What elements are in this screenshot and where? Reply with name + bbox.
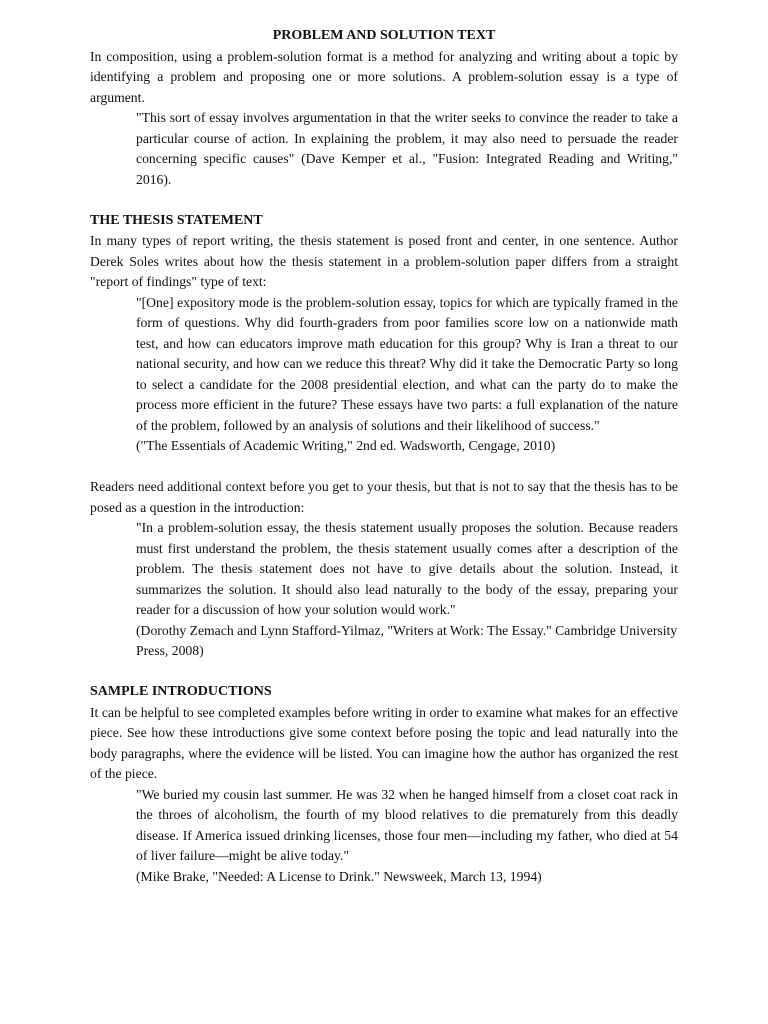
section-spacer bbox=[90, 190, 678, 211]
intro-paragraph: In composition, using a problem-solution format is a method for analyzing and writing about a topic by identifying a problem and proposing one or more solutions. A problem-solution essay is a type of argument. bbox=[90, 48, 678, 105]
thesis-heading: THE THESIS STATEMENT bbox=[90, 212, 263, 228]
thesis-citation-2: (Dorothy Zemach and Lynn Stafford-Yilmaz, "Writers at Work: The Essay." Cambridge University Press, 2008) bbox=[136, 622, 678, 658]
thesis-citation-1: ("The Essentials of Academic Writing," 2nd ed. Wadsworth, Cengage, 2010) bbox=[136, 438, 556, 453]
document-page bbox=[90, 26, 678, 887]
thesis-paragraph-1: In many types of report writing, the thesis statement is posed front and center, in one sentence. Author Derek Soles writes about how the thesis statement in a problem-solution paper differs from a straight "report of findings" type of text: bbox=[90, 233, 678, 289]
section-spacer bbox=[90, 457, 678, 478]
samples-heading: SAMPLE INTRODUCTIONS bbox=[90, 684, 272, 699]
thesis-quote-2: "In a problem-solution essay, the thesis statement usually proposes the solution. Because readers must first understand the problem, the thesis statement usually comes after a description of the problem. The thesis statement does not have to give details about the solution. Instead, it summarizes the solution. It should also lead naturally to the body of the essay, preparing your reader for a discussion of how your solution would work." bbox=[136, 520, 678, 617]
thesis-quote-1: "[One] expository mode is the problem-solution essay, topics for which are typically framed in the form of questions. Why did fourth-graders from poor families score low on a nationwide math test, and how can educators improve math education for this group? Why is Iran a threat to our national security, and how can we reduce this threat? Why did it take the Democratic Party so long to select a candidate for the 2008 presidential election, and what can the party do to make the process more efficient in the future? These essays have two parts: a full explanation of the nature of the problem, followed by an analysis of solutions and their likelihood of success." bbox=[136, 294, 678, 433]
document-title: PROBLEM AND SOLUTION TEXT bbox=[272, 28, 496, 43]
samples-citation: (Mike Brake, "Needed: A License to Drink." Newsweek, March 13, 1994) bbox=[136, 868, 542, 884]
samples-paragraph: It can be helpful to see completed examples before writing in order to examine what makes for an effective piece. See how these introductions give some context before posing the topic and lead naturally into the body paragraphs, where the evidence will be listed. You can imagine how the author has organized the rest of the piece. bbox=[90, 704, 678, 781]
intro-quote: "This sort of essay involves argumentation in that the writer seeks to convince the reader to take a particular course of action. In explaining the problem, it may also need to persuade the reader concerning specific causes" (Dave Kemper et al., "Fusion: Integrated Reading and Writing," 2016). bbox=[136, 110, 678, 187]
section-spacer bbox=[90, 662, 678, 683]
samples-quote: "We buried my cousin last summer. He was 32 when he hanged himself from a closet coat rack in the throes of alcoholism, the fourth of my blood relatives to die prematurely from this deadly disease. If America issued drinking licenses, those four men—including my father, who died at 54 of liver failure—might be alive today." bbox=[136, 786, 678, 863]
thesis-paragraph-2: Readers need additional context before you get to your thesis, but that is not to say that the thesis has to be posed as a question in the introduction: bbox=[90, 479, 678, 515]
